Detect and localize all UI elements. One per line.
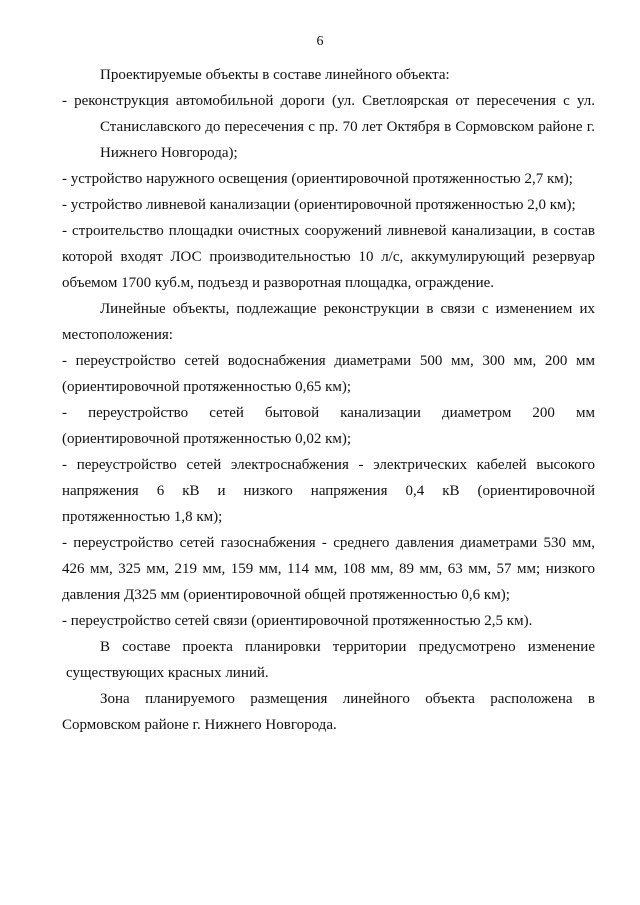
- text-line: напряжения 6 кВ и низкого напряжения 0,4 кВ (ориентировочной: [62, 483, 595, 499]
- document-body: [62, 62, 595, 738]
- text-line: которой входят ЛОС производительностью 10 л/с, аккумулирующий резервуар: [62, 249, 595, 265]
- text-line: протяженностью 1,8 км);: [62, 509, 223, 525]
- paragraph-electric: [62, 452, 595, 530]
- paragraph-treatment: [62, 218, 595, 296]
- text-line: 426 мм, 325 мм, 219 мм, 159 мм, 114 мм, 108 мм, 89 мм, 63 мм, 57 мм; низкого: [62, 561, 595, 577]
- paragraph-red-lines: [62, 634, 595, 686]
- paragraph-gas: [62, 530, 595, 608]
- text-line: Сормовском районе г. Нижнего Новгорода.: [62, 717, 337, 733]
- paragraph-communications: [62, 608, 595, 634]
- text-line: Проектируемые объекты в составе линейного объекта:: [100, 67, 450, 83]
- text-line: - переустройство сетей связи (ориентировочной протяженностью 2,5 км).: [62, 613, 533, 629]
- text-line: - переустройство сетей электроснабжения - электрических кабелей высокого: [62, 457, 595, 473]
- text-line: Нижнего Новгорода);: [100, 145, 238, 161]
- text-line: (ориентировочной протяженностью 0,65 км);: [62, 379, 352, 395]
- paragraph-lighting: [62, 166, 595, 192]
- paragraph-water: [62, 348, 595, 400]
- text-line: - переустройство сетей газоснабжения - среднего давления диаметрами 530 мм,: [62, 535, 595, 551]
- text-line: Зона планируемого размещения линейного объекта расположена в: [100, 691, 595, 707]
- text-line: местоположения:: [62, 327, 173, 343]
- text-line: Линейные объекты, подлежащие реконструкции в связи с изменением их: [100, 301, 595, 317]
- paragraph-road: [62, 88, 595, 166]
- paragraph-heading-projected: [62, 62, 595, 88]
- paragraph-sewer: [62, 400, 595, 452]
- text-line: давления Д325 мм (ориентировочной общей протяженностью 0,6 км);: [62, 587, 510, 603]
- page-number: 6: [316, 34, 324, 49]
- paragraph-drainage: [62, 192, 595, 218]
- text-line: - устройство ливневой канализации (ориентировочной протяженностью 2,0 км);: [62, 197, 576, 213]
- paragraph-linear-objects: [62, 296, 595, 348]
- text-line: существующих красных линий.: [66, 665, 269, 681]
- text-line: - строительство площадки очистных сооружений ливневой канализации, в состав: [62, 223, 595, 239]
- text-line: (ориентировочной протяженностью 0,02 км);: [62, 431, 352, 447]
- text-line: - переустройство сетей водоснабжения диаметрами 500 мм, 300 мм, 200 мм: [62, 353, 595, 369]
- text-line: В составе проекта планировки территории предусмотрено изменение: [100, 639, 595, 655]
- text-line: - переустройство сетей бытовой канализации диаметром 200 мм: [62, 405, 595, 421]
- text-line: - устройство наружного освещения (ориентировочной протяженностью 2,7 км);: [62, 171, 573, 187]
- paragraph-zone: [62, 686, 595, 738]
- text-line: объемом 1700 куб.м, подъезд и разворотная площадка, ограждение.: [62, 275, 495, 291]
- text-line: - реконструкция автомобильной дороги (ул. Светлоярская от пересечения с ул.: [62, 93, 595, 109]
- text-line: Станиславского до пересечения с пр. 70 лет Октября в Сормовском районе г.: [100, 119, 595, 135]
